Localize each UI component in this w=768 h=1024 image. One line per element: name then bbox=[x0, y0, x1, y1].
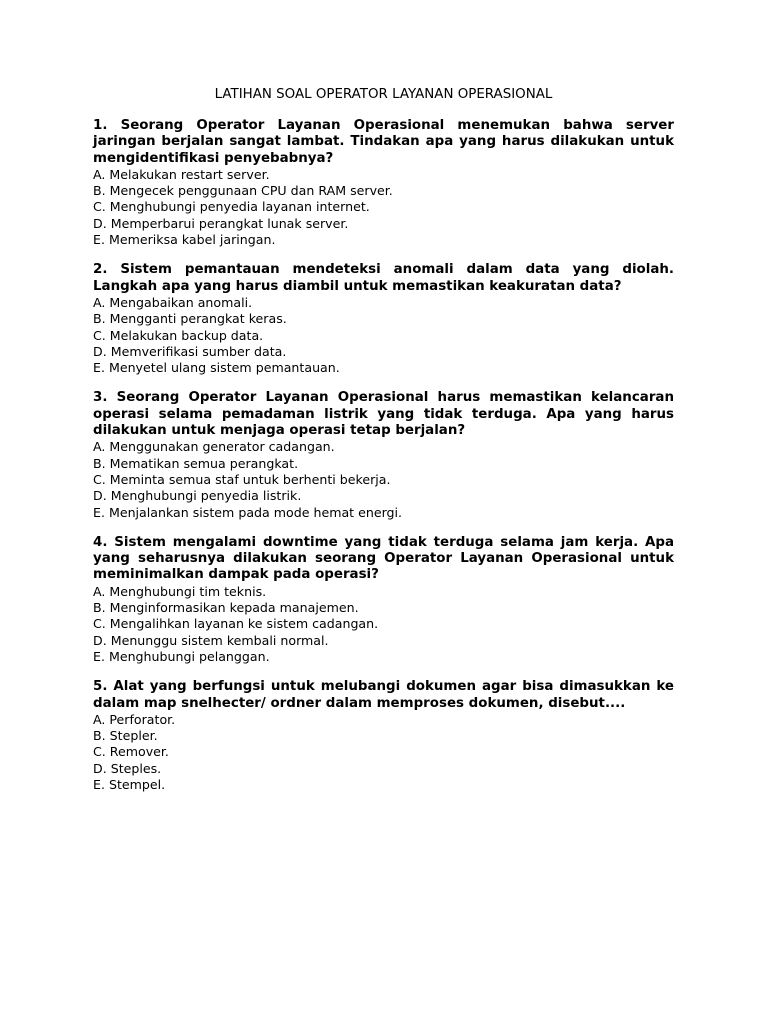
question-text: 4. Sistem mengalami downtime yang tidak terduga selama jam kerja. Apa yang seharusnya dilakukan seorang Operator Layanan Operasional untuk meminimalkan dampak pada operasi? bbox=[93, 534, 674, 583]
option-c: C. Menghubungi penyedia layanan internet. bbox=[93, 199, 370, 215]
option-list bbox=[93, 295, 674, 376]
document-title: LATIHAN SOAL OPERATOR LAYANAN OPERASIONAL bbox=[214, 87, 553, 102]
question-text: 2. Sistem pemantauan mendeteksi anomali dalam data yang diolah. Langkah apa yang harus diambil untuk memastikan keakuratan data? bbox=[93, 262, 674, 294]
option-c: C. Remover. bbox=[93, 744, 169, 760]
option-a: A. Mengabaikan anomali. bbox=[93, 294, 253, 310]
option-e: E. Memeriksa kabel jaringan. bbox=[93, 232, 276, 248]
question-text: 1. Seorang Operator Layanan Operasional menemukan bahwa server jaringan berjalan sangat lambat. Tindakan apa yang harus dilakukan untuk mengidentifikasi penyebabnya? bbox=[93, 118, 674, 166]
option-c: C. Melakukan backup data. bbox=[93, 327, 264, 343]
option-list bbox=[93, 439, 674, 520]
option-b: B. Mematikan semua perangkat. bbox=[93, 455, 299, 471]
question-5 bbox=[93, 679, 674, 793]
option-e: E. Menjalankan sistem pada mode hemat energi. bbox=[93, 504, 403, 520]
option-b: B. Mengecek penggunaan CPU dan RAM server. bbox=[93, 183, 393, 199]
option-list bbox=[93, 584, 674, 665]
option-e: E. Menyetel ulang sistem pemantauan. bbox=[93, 360, 340, 376]
option-d: D. Memverifikasi sumber data. bbox=[93, 343, 287, 359]
option-a: A. Perforator. bbox=[93, 711, 176, 727]
option-c: C. Mengalihkan layanan ke sistem cadangan. bbox=[93, 616, 379, 632]
option-a: A. Menghubungi tim teknis. bbox=[93, 583, 267, 599]
option-a: A. Melakukan restart server. bbox=[93, 166, 270, 182]
option-list bbox=[93, 712, 674, 793]
option-b: B. Mengganti perangkat keras. bbox=[93, 311, 287, 327]
question-1 bbox=[93, 118, 674, 248]
option-d: D. Steples. bbox=[93, 760, 162, 776]
question-4 bbox=[93, 535, 674, 665]
option-d: D. Menghubungi penyedia listrik. bbox=[93, 488, 302, 504]
document-page bbox=[93, 86, 674, 807]
question-3 bbox=[93, 390, 674, 520]
option-list bbox=[93, 167, 674, 248]
question-text: 3. Seorang Operator Layanan Operasional harus memastikan kelancaran operasi selama pemadaman listrik yang tidak terduga. Apa yang harus dilakukan untuk menjaga operasi tetap berjalan? bbox=[93, 390, 674, 439]
option-d: D. Menunggu sistem kembali normal. bbox=[93, 632, 329, 648]
question-2 bbox=[93, 262, 674, 376]
option-e: E. Menghubungi pelanggan. bbox=[93, 648, 270, 664]
option-d: D. Memperbarui perangkat lunak server. bbox=[93, 215, 349, 231]
question-text: 5. Alat yang berfungsi untuk melubangi dokumen agar bisa dimasukkan ke dalam map snelhecter/ ordner dalam memproses dokumen, disebut.... bbox=[93, 679, 674, 711]
option-e: E. Stempel. bbox=[93, 776, 166, 792]
option-b: B. Menginformasikan kepada manajemen. bbox=[93, 600, 359, 616]
option-a: A. Menggunakan generator cadangan. bbox=[93, 439, 335, 455]
option-c: C. Meminta semua staf untuk berhenti bekerja. bbox=[93, 471, 391, 487]
option-b: B. Stepler. bbox=[93, 728, 158, 744]
